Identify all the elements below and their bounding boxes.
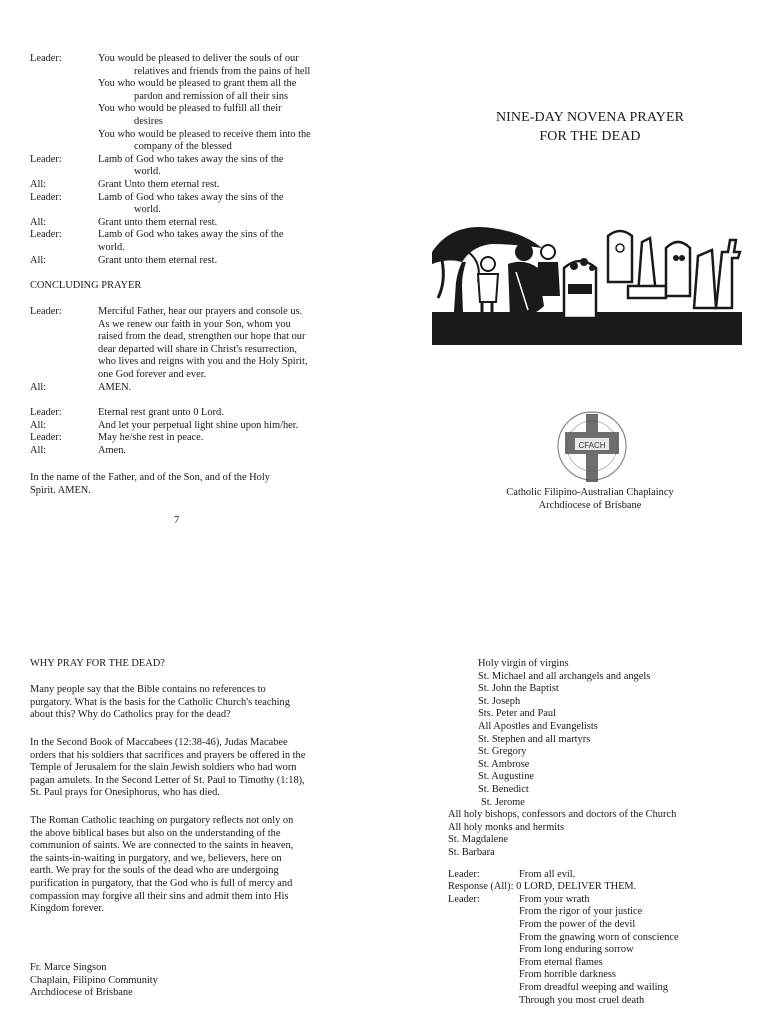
paragraph-line: orders that his soldiers that sacrifices and prayers be offered in the [30, 749, 306, 761]
speaker-label: All: [30, 444, 47, 456]
section-heading: WHY PRAY FOR THE DEAD? [30, 658, 165, 669]
paragraph-line: purification in purgatory, that the God who is full of mercy and [30, 878, 293, 889]
paragraph-line: communion of saints. We are connected to the saints in heaven, [30, 840, 294, 852]
prayer-line: Eternal rest grant unto 0 Lord. [98, 407, 224, 418]
petition-line: From eternal flames [519, 956, 603, 968]
prayer-line: Lamb of God who takes away the sins of the [98, 229, 284, 241]
litany-saint: Holy virgin of virgins [478, 658, 569, 669]
prayer-line: Grant unto them eternal rest. [98, 254, 218, 266]
litany-saint: All holy bishops, confessors and doctors of the Church [448, 809, 677, 821]
speaker-label: All: [30, 216, 47, 228]
speaker-label: Leader: [30, 306, 62, 317]
paragraph-line: purgatory. What is the basis for the Catholic Church's teaching [30, 696, 290, 708]
signature-line: Fr. Marce Singson [30, 962, 107, 973]
paragraph-line: the saints-in-waiting in purgatory, and we, believers, here on [30, 852, 282, 864]
organization-name [440, 487, 740, 512]
litany-saint: St. Stephen and all martyrs [478, 733, 591, 745]
speaker-label: Leader: [30, 229, 62, 241]
closing-blessing-line: Spirit. AMEN. [30, 484, 91, 496]
petition-line: From the power of the devil [519, 919, 636, 930]
prayer-line: May he/she rest in peace. [98, 432, 204, 444]
petition-line: From long enduring sorrow [519, 944, 634, 956]
concluding-prayer-heading: CONCLUDING PRAYER [30, 280, 142, 291]
speaker-label: Leader: [30, 407, 62, 418]
signature-line: Chaplain, Filipino Community [30, 974, 158, 986]
prayer-line: You who would be pleased to fulfill all their [98, 103, 282, 115]
paragraph-line: the above biblical bases but also on the understanding of the [30, 827, 281, 839]
speaker-label: Leader: [30, 153, 62, 165]
litany-saint: All Apostles and Evangelists [478, 721, 598, 732]
prayer-line: You who would be pleased to grant them all the [98, 78, 297, 90]
paragraph-line: pagan amulets. In the Second Letter of St. Paul to Timothy (1:18), [30, 774, 305, 786]
prayer-line: And let your perpetual light shine upon him/her. [98, 419, 299, 431]
speaker-label: Leader: [30, 53, 62, 64]
prayer-line: world. [134, 166, 161, 178]
response-line: Response (All): 0 LORD, DELIVER THEM. [448, 881, 637, 893]
petition-line: Through you most cruel death [519, 994, 645, 1006]
prayer-line: Grant Unto them eternal rest. [98, 179, 220, 190]
prayer-line: world. [98, 242, 125, 253]
paragraph-line: Kingdom forever. [30, 903, 104, 915]
litany-saint: St. Magdalene [448, 834, 509, 846]
speaker-label: All: [30, 179, 47, 190]
paragraph-line: compassion may forgive all their sins and admit them into His [30, 890, 289, 902]
litany-saint: All holy monks and hermits [448, 821, 565, 833]
chaplaincy-logo [553, 408, 631, 488]
paragraph-line: The Roman Catholic teaching on purgatory reflects not only on [30, 815, 294, 826]
prayer-line: world. [134, 204, 161, 216]
logo-text: CFACH [578, 441, 606, 450]
paragraph-line: Temple of Jerusalem for the slain Jewish soldiers who had worn [30, 762, 297, 774]
prayer-line: relatives and friends from the pains of hell [134, 65, 311, 77]
speaker-label: Leader: [30, 191, 62, 203]
cemetery-illustration [432, 222, 742, 345]
prayer-line: Amen. [98, 444, 126, 456]
prayer-line: AMEN. [98, 381, 132, 393]
org-line-2: Archdiocese of Brisbane [538, 499, 642, 511]
speaker-label: Leader: [448, 868, 480, 880]
title-line-2: FOR THE DEAD [539, 129, 641, 144]
title-line-1: NINE-DAY NOVENA PRAYER [495, 110, 685, 125]
prayer-line: pardon and remission of all their sins [134, 90, 289, 102]
litany-saint: St. Augustine [478, 771, 535, 783]
paragraph-line: In the Second Book of Maccabees (12:38-46), Judas Macabee [30, 737, 288, 748]
booklet-title [440, 108, 740, 146]
litany-saint: St. Gregory [478, 746, 527, 758]
prayer-line: You would be pleased to deliver the souls of our [98, 53, 299, 64]
prayer-line: As we renew our faith in your Son, whom you [98, 318, 291, 330]
litany-saint: St. Ambrose [478, 758, 530, 770]
petition-line: From the rigor of your justice [519, 906, 643, 918]
prayer-line: Merciful Father, hear our prayers and console us. [98, 306, 303, 317]
paragraph-line: about this? Why do Catholics pray for the dead? [30, 709, 231, 721]
prayer-line: Lamb of God who takes away the sins of the [98, 153, 284, 165]
org-line-1: Catholic Filipino-Australian Chaplaincy [506, 487, 674, 498]
prayer-line: Grant unto them eternal rest. [98, 216, 218, 228]
prayer-line: who lives and reigns with you and the Holy Spirit, [98, 356, 308, 368]
prayer-line: desires [134, 116, 163, 127]
speaker-label: All: [30, 419, 47, 431]
speaker-label: Leader: [448, 893, 480, 905]
speaker-label: All: [30, 254, 47, 266]
paragraph-line: Many people say that the Bible contains no references to [30, 684, 266, 695]
prayer-line: one God forever and ever. [98, 369, 207, 380]
prayer-line: raised from the dead, strengthen our hope that our [98, 331, 306, 343]
litany-saint: St. Joseph [478, 695, 521, 707]
petition-line: From horrible darkness [519, 969, 616, 981]
closing-blessing-line: In the name of the Father, and of the Son, and of the Holy [30, 472, 270, 483]
litany-saint: St. Barbara [448, 847, 495, 858]
paragraph-line: earth. We pray for the souls of the dead who are undergoing [30, 865, 279, 877]
speaker-label: Leader: [30, 432, 62, 444]
prayer-line: dear departed will share in Christ's resurrection, [98, 343, 297, 355]
page-number: 7 [174, 515, 180, 526]
petition-line: From your wrath [519, 893, 590, 905]
prayer-line: Lamb of God who takes away the sins of the [98, 191, 284, 203]
litany-saint: Sts. Peter and Paul [478, 708, 556, 720]
speaker-label: All: [30, 381, 47, 393]
petition-line: From the gnawing worn of conscience [519, 931, 679, 943]
litany-saint: St. Benedict [478, 784, 529, 795]
prayer-line: company of the blessed [134, 141, 232, 153]
paragraph-line: St. Paul prays for Onesiphorus, who has died. [30, 787, 220, 799]
litany-saint: St. Jerome [481, 796, 525, 808]
petition-line: From dreadful weeping and wailing [519, 982, 668, 993]
litany-saint: St. John the Baptist [478, 683, 559, 695]
petition-line: From all evil. [519, 868, 576, 880]
prayer-line: You who would be pleased to receive them into the [98, 128, 311, 140]
signature-line: Archdiocese of Brisbane [30, 987, 133, 999]
litany-saint: St. Michael and all archangels and angels [478, 670, 651, 682]
